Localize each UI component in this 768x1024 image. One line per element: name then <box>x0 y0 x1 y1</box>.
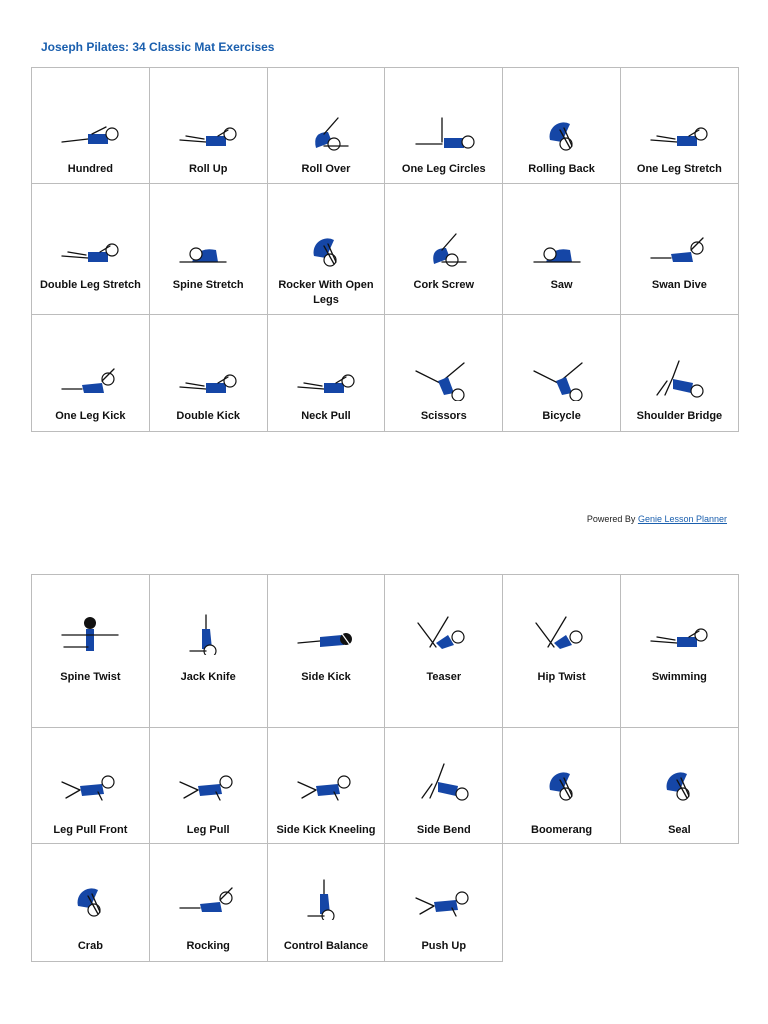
ball-icon <box>268 228 385 270</box>
exercise-label: Spine Stretch <box>172 279 244 291</box>
lying-flat-icon <box>621 112 738 154</box>
exercise-label: Rocking <box>186 940 230 952</box>
exercise-label: Shoulder Bridge <box>636 410 723 422</box>
exercise-cell <box>503 68 621 184</box>
teaser-icon <box>503 613 620 655</box>
exercise-label: Saw <box>550 279 573 291</box>
lying-flat-icon <box>32 228 149 270</box>
exercise-label: Swan Dive <box>651 279 707 291</box>
exercise-cell <box>150 728 268 844</box>
exercise-label: Control Balance <box>283 940 369 952</box>
exercise-grid-1 <box>31 67 739 432</box>
exercise-label: Roll Up <box>188 163 228 175</box>
plank-icon <box>32 762 149 804</box>
ball-icon <box>621 762 738 804</box>
exercise-cell <box>268 68 386 184</box>
exercise-cell <box>385 315 503 432</box>
exercise-label: Roll Over <box>301 163 351 175</box>
exercise-label: Double Kick <box>176 410 240 422</box>
ball-icon <box>503 762 620 804</box>
forward-fold-icon <box>150 228 267 270</box>
exercise-label: Spine Twist <box>60 671 121 683</box>
roll-over-icon <box>385 228 502 270</box>
exercise-label: Side Kick Kneeling <box>276 824 376 836</box>
powered-by-text: Powered By <box>586 514 636 524</box>
bridge-icon <box>621 359 738 401</box>
forward-fold-icon <box>503 228 620 270</box>
exercise-cell <box>150 844 268 962</box>
exercise-label: Crab <box>77 940 103 952</box>
exercise-cell <box>32 575 150 728</box>
exercise-cell <box>32 844 150 962</box>
exercise-cell <box>385 575 503 728</box>
lying-flat-icon <box>150 112 267 154</box>
exercise-cell <box>621 68 739 184</box>
exercise-cell <box>268 844 386 962</box>
exercise-cell <box>32 315 150 432</box>
plank-icon <box>268 762 385 804</box>
teaser-icon <box>385 613 502 655</box>
exercise-label: Side Bend <box>416 824 471 836</box>
exercise-cell <box>268 575 386 728</box>
seated-arms-icon <box>32 613 149 655</box>
ball-icon <box>503 112 620 154</box>
exercise-label: Bicycle <box>542 410 581 422</box>
exercise-cell <box>150 184 268 315</box>
exercise-label: Boomerang <box>531 824 593 836</box>
exercise-cell <box>503 184 621 315</box>
exercise-label: Jack Knife <box>180 671 236 683</box>
exercise-cell <box>503 315 621 432</box>
exercise-cell <box>32 184 150 315</box>
exercise-cell <box>32 728 150 844</box>
prone-arch-icon <box>150 878 267 920</box>
exercise-cell <box>150 315 268 432</box>
exercise-label: Swimming <box>651 671 707 683</box>
exercise-label: Neck Pull <box>301 410 351 422</box>
ball-icon <box>32 878 149 920</box>
exercise-label: Leg Pull <box>186 824 230 836</box>
exercise-cell <box>32 68 150 184</box>
plank-icon <box>150 762 267 804</box>
exercise-label: Hundred <box>67 163 114 175</box>
exercise-cell <box>268 728 386 844</box>
page-title: Joseph Pilates: 34 Classic Mat Exercises <box>41 40 275 54</box>
exercise-label: Teaser <box>426 671 462 683</box>
plank-icon <box>385 878 502 920</box>
exercise-label: One Leg Stretch <box>636 163 722 175</box>
legs-v-icon <box>503 359 620 401</box>
exercise-label: Double Leg Stretch <box>39 279 141 291</box>
exercise-label: Rocker With Open Legs <box>278 279 374 306</box>
exercise-label: Push Up <box>421 940 467 952</box>
exercise-label: Seal <box>668 824 691 836</box>
powered-by-link[interactable]: Genie Lesson Planner <box>637 514 727 524</box>
prone-arch-icon <box>32 359 149 401</box>
exercise-label: One Leg Circles <box>401 163 486 175</box>
shoulder-stand-icon <box>150 613 267 655</box>
exercise-cell <box>503 575 621 728</box>
lying-flat-icon <box>150 359 267 401</box>
exercise-cell <box>621 315 739 432</box>
exercise-label: Hip Twist <box>537 671 586 683</box>
exercise-cell <box>385 728 503 844</box>
exercise-cell <box>150 68 268 184</box>
lying-legs-raised-icon <box>32 112 149 154</box>
exercise-cell <box>621 184 739 315</box>
exercise-cell <box>268 184 386 315</box>
exercise-label: Scissors <box>420 410 467 422</box>
lying-flat-icon <box>268 359 385 401</box>
side-lying-icon <box>268 613 385 655</box>
roll-over-icon <box>268 112 385 154</box>
lying-flat-icon <box>621 613 738 655</box>
powered-by <box>587 514 727 524</box>
exercise-cell <box>385 184 503 315</box>
exercise-cell <box>268 315 386 432</box>
exercise-label: Leg Pull Front <box>53 824 128 836</box>
exercise-label: One Leg Kick <box>55 410 126 422</box>
prone-arch-icon <box>621 228 738 270</box>
bridge-icon <box>385 762 502 804</box>
exercise-label: Rolling Back <box>528 163 595 175</box>
exercise-cell <box>621 575 739 728</box>
exercise-label: Side Kick <box>301 671 351 683</box>
exercise-cell <box>385 844 503 962</box>
legs-v-icon <box>385 359 502 401</box>
exercise-cell <box>150 575 268 728</box>
exercise-label: Cork Screw <box>413 279 475 291</box>
exercise-cell <box>385 68 503 184</box>
shoulder-stand-icon <box>268 878 385 920</box>
one-leg-up-icon <box>385 112 502 154</box>
exercise-cell <box>503 728 621 844</box>
exercise-grid-2 <box>31 574 739 962</box>
exercise-cell <box>621 728 739 844</box>
